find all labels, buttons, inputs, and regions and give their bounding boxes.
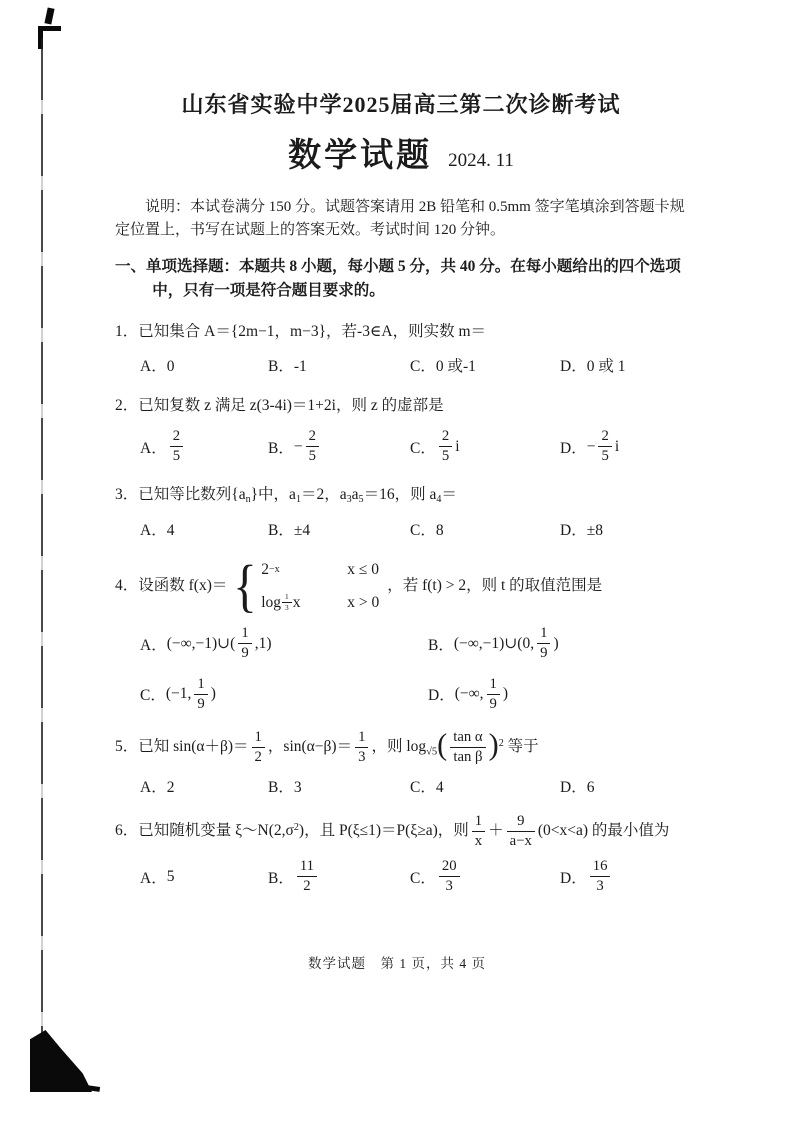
q4-option-a bbox=[140, 625, 428, 662]
stem-text: a bbox=[351, 486, 359, 504]
interval-text: ,1) bbox=[254, 634, 272, 652]
q5-option-d: D．6 bbox=[560, 778, 595, 796]
option-label: D． bbox=[560, 439, 587, 457]
stem-text: ，若 f(t) > 2，则 t 的取值范围是 bbox=[387, 577, 603, 595]
right-paren: ) bbox=[488, 727, 499, 762]
interval-text: (−∞,−1)∪( bbox=[166, 635, 236, 652]
denominator: 9 bbox=[241, 645, 249, 661]
log-base: √5 bbox=[426, 746, 438, 758]
option-label: A． bbox=[140, 439, 167, 457]
numerator: 11 bbox=[297, 858, 317, 877]
stem-text: ，sin(α−β)＝ bbox=[267, 737, 353, 755]
fraction bbox=[472, 813, 485, 850]
q6-option-b bbox=[268, 858, 410, 895]
stem-text: 6．已知随机变量 ξ～N(2,σ bbox=[115, 821, 294, 839]
question-2-options bbox=[115, 428, 687, 465]
interval-text: ) bbox=[502, 685, 509, 703]
q1-option-c: C．0 或-1 bbox=[410, 358, 476, 376]
interval-text: ) bbox=[210, 685, 216, 703]
question-4 bbox=[115, 552, 687, 713]
question-6-stem bbox=[115, 813, 687, 850]
piecewise-cases bbox=[261, 556, 379, 616]
q1-option-a: A．0 bbox=[140, 358, 175, 376]
exam-content bbox=[115, 88, 687, 911]
option-value: 5 bbox=[166, 867, 175, 885]
stem-text: (0<x<a) 的最小值为 bbox=[537, 821, 670, 839]
fraction bbox=[297, 858, 317, 895]
fraction bbox=[507, 813, 535, 850]
denominator: 5 bbox=[601, 448, 609, 465]
question-2-stem: 2．已知复数 z 满足 z(3-4i)＝1+2i，则 z 的虚部是 bbox=[115, 397, 444, 415]
q5-option-c: C．4 bbox=[410, 778, 444, 796]
subscript: 3 bbox=[346, 494, 352, 506]
interval-text: (−∞, bbox=[454, 685, 484, 703]
denominator: tan β bbox=[453, 748, 483, 765]
scan-artifact bbox=[41, 38, 43, 1082]
subject-title: 数学试题 bbox=[288, 138, 433, 174]
stem-text: )，且 P(ξ≤1)＝P(ξ≥a)，则 bbox=[298, 821, 469, 839]
fraction bbox=[170, 428, 183, 465]
denominator: 9 bbox=[489, 695, 497, 712]
numerator: 2 bbox=[598, 428, 611, 447]
stem-text: 3．已知等比数列{a bbox=[115, 486, 246, 504]
q4-option-c bbox=[140, 676, 428, 713]
numerator: 16 bbox=[590, 858, 611, 877]
option-sign: − bbox=[293, 437, 303, 455]
question-1-options bbox=[115, 354, 687, 376]
denominator: 3 bbox=[358, 748, 366, 765]
q2-option-c bbox=[410, 428, 560, 465]
stem-text: ＝ bbox=[441, 486, 457, 504]
piecewise-brace: { bbox=[233, 552, 258, 618]
option-suffix: i bbox=[455, 437, 460, 455]
numerator: 1 bbox=[238, 625, 251, 644]
interval-text: ) bbox=[553, 634, 559, 652]
denominator: 2 bbox=[303, 878, 311, 895]
denominator: 5 bbox=[172, 448, 181, 465]
numerator: tan α bbox=[450, 729, 485, 748]
numerator: 1 bbox=[355, 729, 368, 748]
fraction bbox=[194, 676, 207, 713]
q6-option-c bbox=[410, 858, 560, 895]
question-3 bbox=[115, 481, 687, 540]
question-2 bbox=[115, 392, 687, 465]
denominator: 2 bbox=[254, 748, 262, 765]
question-5-stem bbox=[115, 729, 687, 766]
numerator: 1 bbox=[252, 729, 265, 748]
numerator: 2 bbox=[170, 428, 183, 447]
subscript: 5 bbox=[358, 494, 364, 506]
stem-text: 4．设函数 f(x)＝ bbox=[115, 577, 228, 595]
q5-option-b: B．3 bbox=[268, 778, 302, 796]
fraction bbox=[355, 729, 368, 766]
numerator: 1 bbox=[194, 676, 207, 695]
option-label: B． bbox=[268, 869, 294, 887]
denominator: 9 bbox=[540, 645, 548, 661]
subscript: 4 bbox=[436, 494, 442, 506]
interval-text: (−1, bbox=[165, 685, 192, 703]
option-label: D． bbox=[560, 869, 587, 887]
exam-title: 山东省实验中学2025届高三第二次诊断考试 bbox=[181, 92, 621, 117]
subscript: n bbox=[245, 494, 251, 506]
exponent: −x bbox=[268, 563, 280, 575]
denominator: 3 bbox=[596, 878, 604, 895]
numerator: 1 bbox=[472, 813, 485, 832]
question-5 bbox=[115, 729, 687, 797]
log-text: log bbox=[261, 593, 282, 611]
interval-text: (−∞,−1)∪(0, bbox=[453, 635, 535, 652]
question-4-stem bbox=[115, 552, 687, 618]
scan-artifact bbox=[44, 7, 54, 24]
question-6-options bbox=[115, 858, 687, 895]
q3-option-a: A．4 bbox=[140, 521, 175, 539]
fraction bbox=[450, 729, 485, 766]
fraction bbox=[537, 625, 550, 662]
numerator: 1 bbox=[537, 625, 550, 644]
section-header: 一、单项选择题：本题共 8 小题，每小题 5 分，共 40 分。在每小题给出的四个选项中，只有一项是符合题目要求的。 bbox=[115, 257, 681, 300]
case-row bbox=[261, 556, 379, 583]
case-expression bbox=[261, 556, 347, 583]
option-label: B． bbox=[268, 439, 294, 457]
log-base bbox=[281, 593, 293, 613]
fraction bbox=[282, 593, 292, 613]
numerator: 9 bbox=[507, 813, 535, 832]
q2-option-b bbox=[268, 428, 410, 465]
question-3-options bbox=[115, 518, 687, 540]
case-condition: x > 0 bbox=[347, 593, 380, 611]
fraction bbox=[306, 428, 319, 465]
option-suffix: i bbox=[614, 437, 620, 455]
subscript: 1 bbox=[295, 494, 301, 506]
exponent: 2 bbox=[498, 737, 504, 749]
plus-sign: ＋ bbox=[488, 821, 504, 839]
option-label: B． bbox=[428, 636, 454, 654]
denominator: a−x bbox=[509, 832, 532, 849]
q4-option-d bbox=[428, 676, 687, 713]
option-label: D． bbox=[428, 687, 455, 705]
stem-text: 5．已知 sin(α＋β)＝ bbox=[115, 737, 249, 755]
denominator: 5 bbox=[441, 448, 450, 465]
denominator: 3 bbox=[445, 878, 453, 895]
case-condition: x ≤ 0 bbox=[347, 560, 379, 578]
question-5-options bbox=[115, 775, 687, 797]
left-paren: ( bbox=[437, 727, 448, 762]
subject-line bbox=[115, 129, 687, 176]
q6-option-a bbox=[140, 866, 268, 888]
exam-notice: 说明：本试卷满分 150 分。试题答案请用 2B 铅笔和 0.5mm 签字笔填涂到答题卡规定位置上，书写在试题上的答案无效。考试时间 120 分钟。 bbox=[115, 199, 685, 239]
option-label: A． bbox=[140, 636, 167, 654]
q5-option-a: A．2 bbox=[140, 778, 175, 796]
option-label: C． bbox=[410, 439, 436, 457]
log-argument: x bbox=[292, 593, 301, 611]
question-6 bbox=[115, 813, 687, 896]
stem-text: }中，a bbox=[250, 486, 296, 504]
numerator: 2 bbox=[439, 428, 452, 447]
q4-option-b bbox=[428, 625, 687, 662]
option-label: A． bbox=[140, 869, 167, 887]
case-row bbox=[261, 589, 379, 616]
question-1 bbox=[115, 318, 687, 376]
q6-option-d bbox=[560, 858, 687, 895]
q3-option-c: C．8 bbox=[410, 521, 444, 539]
fraction bbox=[439, 428, 452, 465]
stem-text: 等于 bbox=[503, 737, 539, 755]
question-4-options bbox=[115, 625, 687, 713]
stem-text: ，则 log bbox=[371, 737, 427, 755]
q1-option-d: D．0 或 1 bbox=[560, 358, 626, 376]
fraction bbox=[238, 625, 251, 662]
exponent: 2 bbox=[293, 821, 299, 833]
question-1-stem: 1．已知集合 A＝{2m−1，m−3}，若-3∈A，则实数 m＝ bbox=[115, 323, 487, 341]
denominator: 9 bbox=[197, 695, 205, 712]
denominator: 5 bbox=[308, 448, 316, 465]
q2-option-a bbox=[140, 428, 268, 465]
fraction bbox=[252, 729, 265, 766]
q1-option-b: B．-1 bbox=[268, 358, 307, 376]
fraction bbox=[487, 676, 500, 713]
fraction bbox=[598, 428, 611, 465]
option-label: C． bbox=[140, 687, 166, 705]
denominator: x bbox=[474, 832, 483, 849]
option-label: C． bbox=[410, 869, 436, 887]
page-footer: 数学试题 第 1 页，共 4 页 bbox=[308, 956, 486, 971]
denominator: 3 bbox=[285, 603, 289, 613]
case-expression bbox=[261, 589, 347, 616]
question-3-stem bbox=[115, 481, 687, 509]
q2-option-d bbox=[560, 428, 687, 465]
numerator: 1 bbox=[282, 593, 292, 603]
stem-text: ＝16，则 a bbox=[363, 486, 437, 504]
fraction bbox=[439, 858, 460, 895]
numerator: 2 bbox=[306, 428, 319, 447]
q3-option-b: B．±4 bbox=[268, 521, 311, 539]
numerator: 20 bbox=[439, 858, 460, 877]
exam-date: 2024. 11 bbox=[448, 150, 514, 171]
numerator: 1 bbox=[487, 676, 500, 695]
fraction bbox=[590, 858, 611, 895]
stem-text: ＝2，a bbox=[300, 486, 347, 504]
option-sign: − bbox=[586, 437, 596, 455]
base: 2 bbox=[261, 560, 269, 578]
q3-option-d: D．±8 bbox=[560, 521, 603, 539]
